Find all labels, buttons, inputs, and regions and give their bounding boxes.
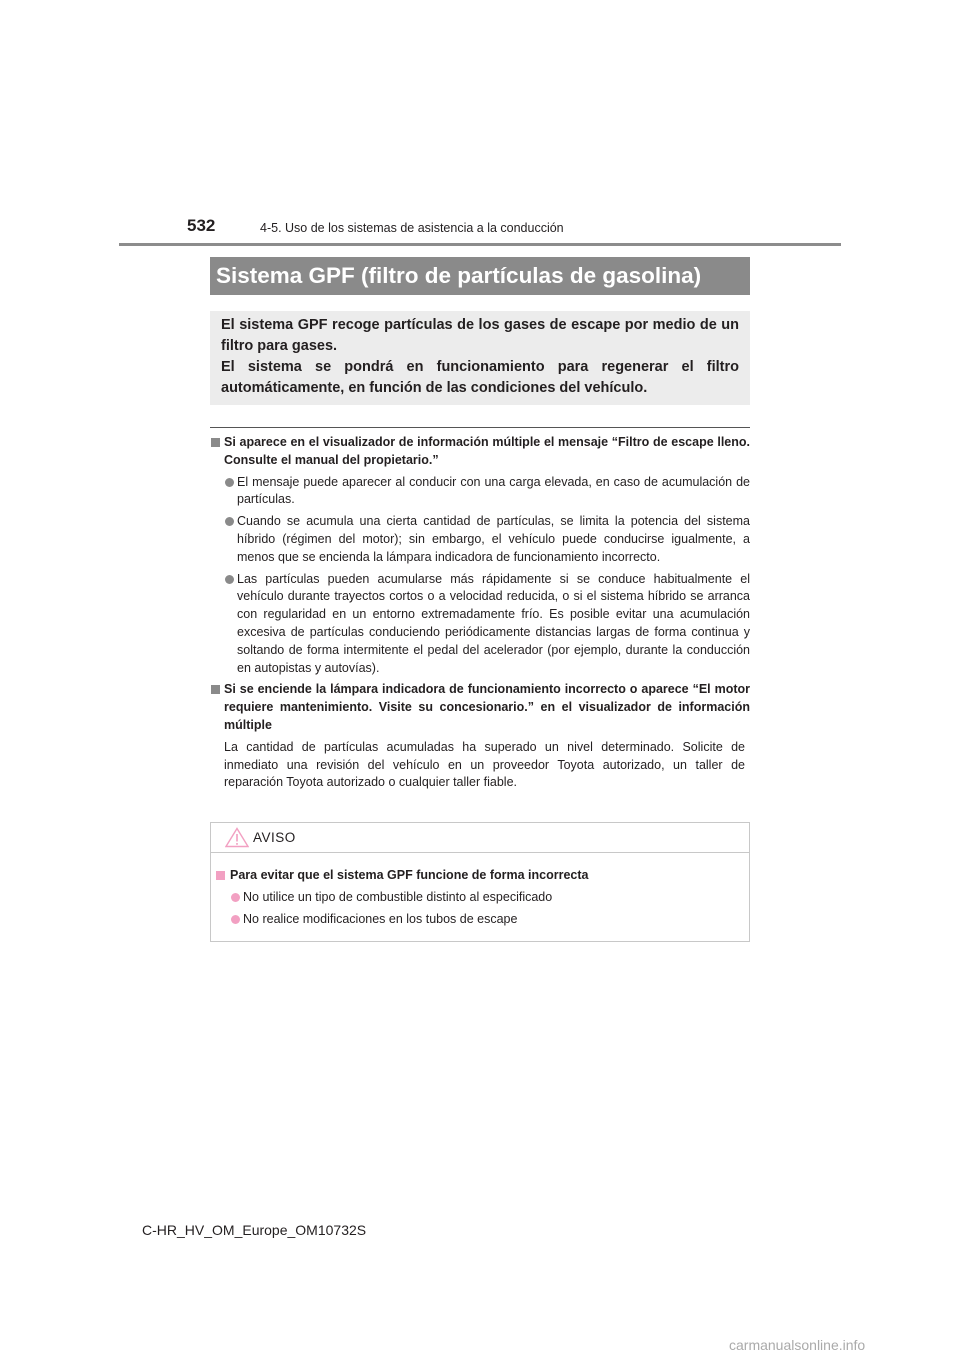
square-bullet-icon: [211, 685, 220, 694]
subsection-heading: [210, 681, 750, 734]
warning-item-text: No utilice un tipo de combustible distinto al especificado: [243, 889, 553, 904]
warning-item-text: No realice modificaciones en los tubos de escape: [243, 911, 518, 926]
square-bullet-icon: [211, 438, 220, 447]
document-code: C-HR_HV_OM_Europe_OM10732S: [142, 1222, 367, 1238]
section-title: Sistema GPF (filtro de partículas de gasolina): [210, 257, 750, 295]
subsection-heading-text: Si se enciende la lámpara indicadora de funcionamiento incorrecto o aparece “El motor requiere mantenimiento. Visite su concesionario.” en el visualizador de información múltiple: [224, 682, 750, 732]
subsection-heading-text: Si aparece en el visualizador de información múltiple el mensaje “Filtro de escape lleno. Consulte el manual del propietario.”: [224, 435, 750, 467]
warning-body: [211, 853, 749, 928]
watermark: carmanualsonline.info: [729, 1337, 866, 1353]
warning-triangle-icon: [225, 827, 249, 848]
warning-item: [215, 911, 741, 929]
circle-bullet-icon: [225, 478, 234, 487]
circle-bullet-icon: [225, 517, 234, 526]
page-number: 532: [187, 216, 216, 235]
warning-label: AVISO: [253, 830, 296, 845]
circle-bullet-icon: [231, 915, 240, 924]
square-bullet-icon: [216, 871, 225, 880]
warning-box: [210, 822, 750, 942]
warning-item: [215, 889, 741, 907]
intro-paragraph: El sistema GPF recoge partículas de los gases de escape por medio de un filtro para gases.: [221, 317, 739, 354]
body-paragraph: La cantidad de partículas acumuladas ha superado un nivel determinado. Solicite de inmediato una revisión del vehículo en un proveedor Toyota autorizado, un taller de reparación Toyota autorizado o cualquier taller fiable.: [224, 739, 745, 790]
section-divider: [210, 427, 750, 428]
header-divider: [119, 243, 841, 246]
list-item: [210, 513, 750, 566]
intro-box: [210, 311, 750, 405]
subsection-heading: [210, 434, 750, 470]
list-item-text: Las partículas pueden acumularse más rápidamente si se conduce habitualmente el vehículo durante trayectos cortos o a velocidad reducida, o si el sistema híbrido se arranca con regularidad en un entorno extremadamente frío. Es posible evitar una acumulación excesiva de partículas conduciendo periódicamente distancias largas de forma continua y soltando de forma intermitente el pedal del acelerador (por ejemplo, durante la conducción en autopistas y autovías).: [237, 571, 750, 675]
intro-paragraph: El sistema se pondrá en funcionamiento para regenerar el filtro automáticamente, en función de las condiciones del vehículo.: [221, 359, 739, 396]
circle-bullet-icon: [225, 575, 234, 584]
chapter-title: 4-5. Uso de los sistemas de asistencia a la conducción: [260, 221, 564, 235]
warning-header: [211, 823, 749, 853]
warning-heading: [215, 867, 741, 885]
list-item-text: Cuando se acumula una cierta cantidad de partículas, se limita la potencia del sistema híbrido (régimen del motor); sin embargo, el vehículo puede conducirse igualmente, a menos que se encienda la lámpara indicadora de funcionamiento incorrecto.: [237, 514, 750, 564]
circle-bullet-icon: [231, 893, 240, 902]
list-item-text: El mensaje puede aparecer al conducir con una carga elevada, en caso de acumulación de partículas.: [237, 474, 750, 507]
list-item: [210, 571, 750, 678]
main-content: [210, 434, 750, 792]
warning-heading-text: Para evitar que el sistema GPF funcione de forma incorrecta: [230, 868, 589, 882]
list-item: [210, 474, 750, 510]
